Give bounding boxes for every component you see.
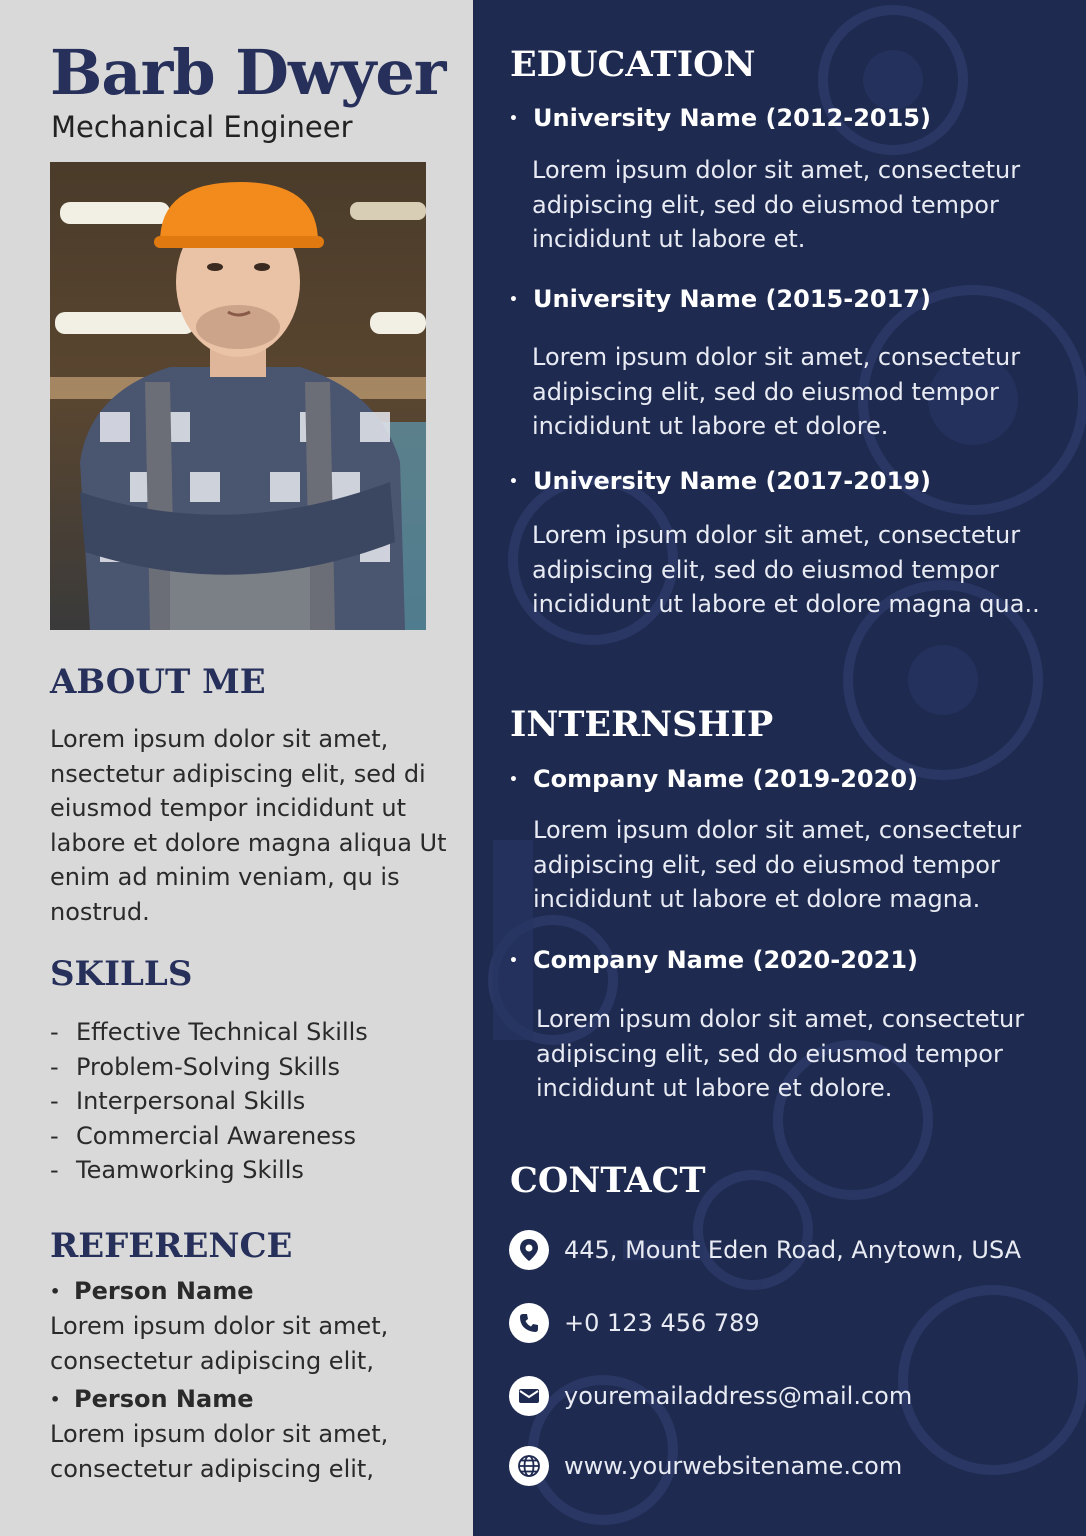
phone-icon [509, 1303, 549, 1343]
internship-item-text: Lorem ipsum dolor sit amet, consectetur adipiscing elit, sed do eiusmod tempor incididunt ut labore et dolore magna. [533, 816, 1022, 913]
reference-item: • Person Name Lorem ipsum dolor sit amet, consectetur adipiscing elit, [50, 1382, 460, 1486]
contact-website [509, 1446, 902, 1486]
skills-heading: SKILLS [50, 954, 193, 994]
skill-item: - Problem-Solving Skills [50, 1052, 340, 1081]
internship-heading: INTERNSHIP [510, 704, 774, 745]
reference-heading: REFERENCE [50, 1226, 293, 1266]
reference-text: Lorem ipsum dolor sit amet, consectetur adipiscing elit, [50, 1312, 389, 1375]
internship-item-title: • Company Name (2019-2020) [509, 765, 918, 793]
portrait-photo-icon [50, 162, 426, 630]
skills-list [50, 1015, 368, 1188]
education-item-title: • University Name (2012-2015) [509, 104, 931, 132]
reference-name: Person Name [74, 1385, 254, 1413]
email-icon [509, 1376, 549, 1416]
location-pin-icon [509, 1230, 549, 1270]
skill-item: - Teamworking Skills [50, 1156, 304, 1184]
internship-item-title: • Company Name (2020-2021) [509, 946, 918, 974]
contact-email-text[interactable]: youremailaddress@mail.com [564, 1382, 913, 1410]
internship-item-text: Lorem ipsum dolor sit amet, consectetur adipiscing elit, sed do eiusmod tempor incididunt ut labore et dolore. [536, 1005, 1025, 1102]
education-heading: EDUCATION [510, 44, 756, 85]
skill-item: - Commercial Awareness [50, 1121, 357, 1150]
right-column [473, 0, 1086, 1536]
reference-name: Person Name [74, 1277, 254, 1305]
contact-address-text: 445, Mount Eden Road, Anytown, USA [564, 1236, 1022, 1264]
contact-address [509, 1230, 1021, 1270]
reference-item: • Person Name Lorem ipsum dolor sit amet, consectetur adipiscing elit, [50, 1274, 460, 1378]
skill-item: - Interpersonal Skills [50, 1087, 306, 1115]
profile-photo [50, 162, 426, 630]
profile-title: Mechanical Engineer [51, 110, 353, 144]
contact-email [509, 1376, 912, 1416]
education-item-title: • University Name (2015-2017) [509, 285, 931, 313]
left-column [0, 0, 473, 1536]
contact-phone-text: +0 123 456 789 [564, 1309, 760, 1337]
contact-phone [509, 1303, 760, 1343]
reference-text: Lorem ipsum dolor sit amet, consectetur adipiscing elit, [50, 1420, 389, 1483]
profile-name: Barb Dwyer [50, 36, 446, 109]
education-item-text: Lorem ipsum dolor sit amet, consectetur adipiscing elit, sed do eiusmod tempor incididunt ut labore et dolore. [532, 343, 1021, 440]
about-heading: ABOUT ME [50, 662, 266, 702]
education-item-text: Lorem ipsum dolor sit amet, consectetur adipiscing elit, sed do eiusmod tempor incididunt ut labore et. [532, 156, 1021, 253]
globe-icon [509, 1446, 549, 1486]
education-item-title: • University Name (2017-2019) [509, 467, 931, 495]
contact-website-text[interactable]: www.yourwebsitename.com [564, 1452, 903, 1480]
skill-item: - Effective Technical Skills [50, 1018, 368, 1046]
education-item-text: Lorem ipsum dolor sit amet, consectetur adipiscing elit, sed do eiusmod tempor incididunt ut labore et dolore magna qua.. [532, 521, 1040, 618]
contact-heading: CONTACT [510, 1160, 706, 1201]
about-text: Lorem ipsum dolor sit amet, nsectetur adipiscing elit, sed di eiusmod tempor incididunt ut labore et dolore magna aliqua Ut enim ad minim veniam, qu is nostrud. [50, 725, 447, 926]
